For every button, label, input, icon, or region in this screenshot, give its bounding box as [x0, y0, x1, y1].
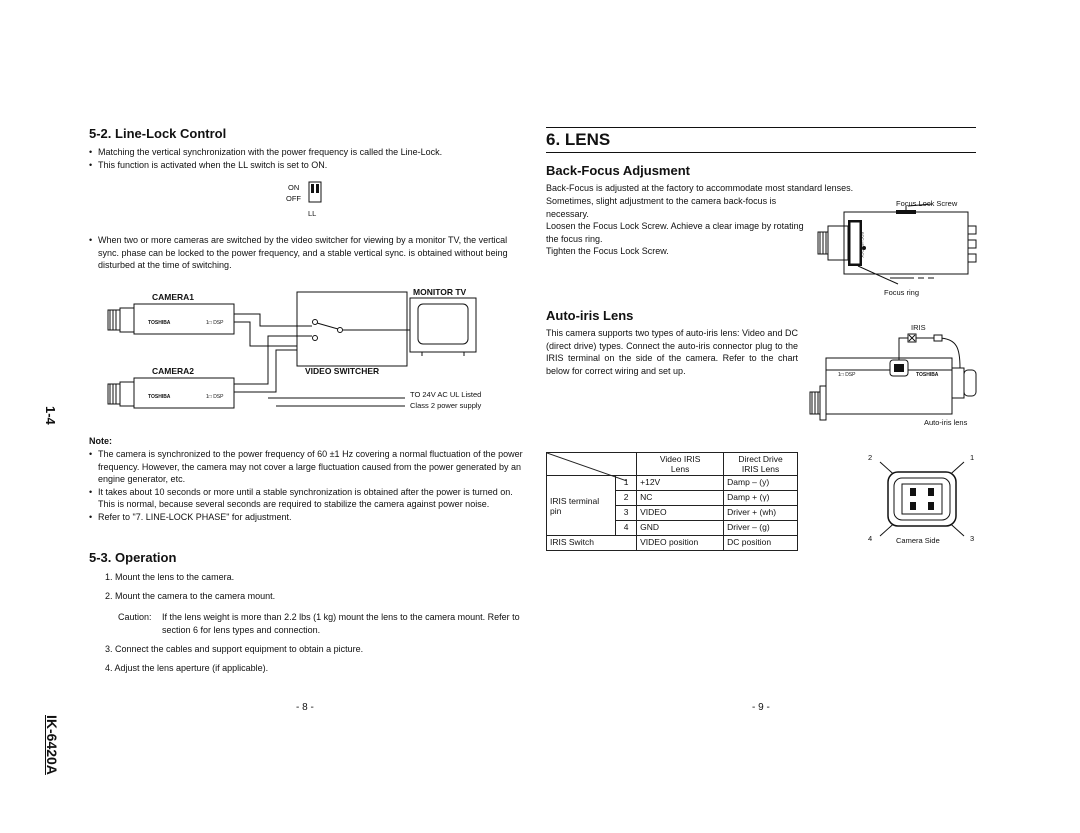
header-dc-line2: IRIS Lens: [741, 464, 780, 474]
table-header-row: [547, 453, 798, 476]
lens-title: 6. LENS: [546, 130, 611, 149]
focus-lock-screw-label: Focus Lock Screw: [896, 199, 958, 208]
table-row: [547, 536, 798, 551]
note-bullets: [89, 448, 525, 523]
corner-diagonal: [547, 453, 627, 481]
dip-switch-icon: [308, 181, 322, 203]
camera2-badge: 1□ DSP: [206, 394, 224, 400]
back-focus-heading: Back-Focus Adjusment: [546, 163, 690, 178]
operation-step-4: 4. Adjust the lens aperture (if applicable).: [105, 663, 269, 673]
switch-on-label: ON: [288, 183, 300, 192]
model-text: IK-6420A: [44, 715, 60, 775]
header-direct-drive: [724, 453, 798, 476]
auto-iris-heading: Auto-iris Lens: [546, 308, 634, 323]
connector-pin3-label: 3: [970, 534, 975, 543]
caution-label: Caution:: [118, 612, 152, 622]
camera-side-graphic: [808, 196, 988, 298]
back-focus-p4: Tighten the Focus Lock Screw.: [546, 246, 669, 256]
pin-number: 3: [616, 506, 637, 521]
switcher-label: VIDEO SWITCHER: [305, 366, 380, 376]
switch-ll-label: LL: [308, 209, 317, 218]
back-focus-p2: Sometimes, slight adjustment to the camera back-focus is necessary.: [546, 196, 777, 219]
camera1-brand: TOSHIBA: [148, 320, 171, 326]
line-lock-bullets: [89, 146, 529, 171]
operation-step-3: 3. Connect the cables and support equipment to obtain a picture.: [105, 644, 364, 654]
connector-pin2-label: 2: [868, 453, 873, 462]
camera2-label: CAMERA2: [152, 366, 195, 376]
camera1-label: CAMERA1: [152, 292, 195, 302]
line-lock-bullet-3: • When two or more cameras are switched by the video switcher for viewing by a monitor TV, the vertical sync. phase can be locked to the power frequency, and a stable vertical sync. is obtained without being disturbed at the time of switching.: [89, 234, 530, 272]
row-label-line2: pin: [550, 505, 562, 516]
pin-dc-value: Damp – (y): [724, 476, 798, 491]
switch-off-label: OFF: [286, 194, 301, 203]
pin-video-value: VIDEO: [637, 506, 724, 521]
auto-iris-badge: 1□ DSP: [838, 372, 856, 378]
table-corner-cell: [547, 453, 637, 476]
line-lock-bullet-2: • This function is activated when the LL switch is set to ON.: [89, 159, 529, 172]
operation-step-1: 1. Mount the lens to the camera.: [105, 572, 235, 582]
pin-video-value: +12V: [637, 476, 724, 491]
auto-iris-brand: TOSHIBA: [916, 372, 939, 378]
iris-switch-video: VIDEO position: [637, 536, 724, 551]
connector-caption: Camera Side: [896, 536, 940, 545]
camera-switcher-diagram: [100, 286, 520, 426]
header-video-line1: Video IRIS: [659, 454, 701, 464]
iris-switch-dc: DC position: [724, 536, 798, 551]
header-video-iris: [637, 453, 724, 476]
row-label-line1: IRIS terminal: [550, 495, 600, 506]
back-focus-p1: Back-Focus is adjusted at the factory to accommodate most standard lenses.: [546, 183, 854, 193]
camera1-badge: 1□ DSP: [206, 320, 224, 326]
auto-iris-text: This camera supports two types of auto-iris lens: Video and DC (direct drive) types. Connect the auto-iris connector plug to the IRIS terminal on the side of the camera. Refer to the chart below for correct wiring and set up.: [546, 328, 798, 376]
header-dc-line1: Direct Drive: [738, 454, 783, 464]
focus-lock-small-text: FOCUS LOCK: [860, 232, 865, 259]
auto-iris-caption: Auto-iris lens: [924, 418, 968, 427]
camera2-brand: TOSHIBA: [148, 394, 171, 400]
pin-video-value: GND: [637, 521, 724, 536]
line-lock-bullet-1: • Matching the vertical synchronization with the power frequency is called the Line-Lock.: [89, 146, 529, 159]
power-supply-line2: Class 2 power supply: [410, 401, 482, 410]
line-lock-heading: 5-2. Line-Lock Control: [89, 126, 227, 141]
pin-video-value: NC: [637, 491, 724, 506]
back-focus-figure: [808, 196, 988, 298]
pin-dc-value: Driver – (g): [724, 521, 798, 536]
iris-pin-table: [546, 452, 798, 551]
connector-pin4-label: 4: [868, 534, 873, 543]
connector-pin1-label: 1: [970, 453, 975, 462]
pin-number: 4: [616, 521, 637, 536]
title-rule-bottom: [546, 152, 976, 153]
row-label-cell: [547, 476, 616, 536]
operation-step-2: 2. Mount the camera to the camera mount.: [105, 591, 276, 601]
pin-dc-value: Driver + (wh): [724, 506, 798, 521]
power-supply-line1: TO 24V AC UL Listed: [410, 390, 482, 399]
pin-dc-value: Damp + (γ): [724, 491, 798, 506]
page-number-right: - 9 -: [752, 702, 770, 713]
iris-switch-label: IRIS Switch: [547, 536, 637, 551]
note-bullet-1: • The camera is synchronized to the power frequency of 60 ±1 Hz covering a normal fluctuation of the power frequency. However, the camera may not cover a large fluctuation caused from the power generated by an engine generator, etc.: [89, 448, 525, 486]
page-number-left: - 8 -: [296, 702, 314, 713]
note-bullet-3: • Refer to "7. LINE-LOCK PHASE" for adjustment.: [89, 511, 525, 524]
connector-figure: [862, 450, 982, 550]
note-bullet-2: • It takes about 10 seconds or more until a stable synchronization is obtained after the power is turned on. This is normal, because several seconds are required to stabilize the camera against power noise.: [89, 486, 525, 511]
iris-label: IRIS: [911, 323, 926, 332]
pin-number: 2: [616, 491, 637, 506]
back-focus-p3: Loosen the Focus Lock Screw. Achieve a clear image by rotating the focus ring.: [546, 221, 804, 244]
auto-iris-camera-graphic: [808, 320, 988, 430]
auto-iris-figure: [808, 320, 988, 430]
focus-ring-label: Focus ring: [884, 288, 920, 297]
section-number-text: 1-4: [43, 406, 58, 425]
connector-pinout-graphic: [862, 450, 982, 550]
operation-heading: 5-3. Operation: [89, 550, 177, 565]
pin-number: 1: [616, 476, 637, 491]
title-rule-top: [546, 127, 976, 128]
caution-text: If the lens weight is more than 2.2 lbs (1 kg) mount the lens to the camera mount. Refer to section 6 for lens types and connection.: [162, 612, 520, 635]
header-video-line2: Lens: [670, 464, 690, 474]
note-title: Note:: [89, 436, 112, 446]
monitor-label: MONITOR TV: [413, 287, 467, 297]
ll-switch-figure: [270, 180, 350, 222]
